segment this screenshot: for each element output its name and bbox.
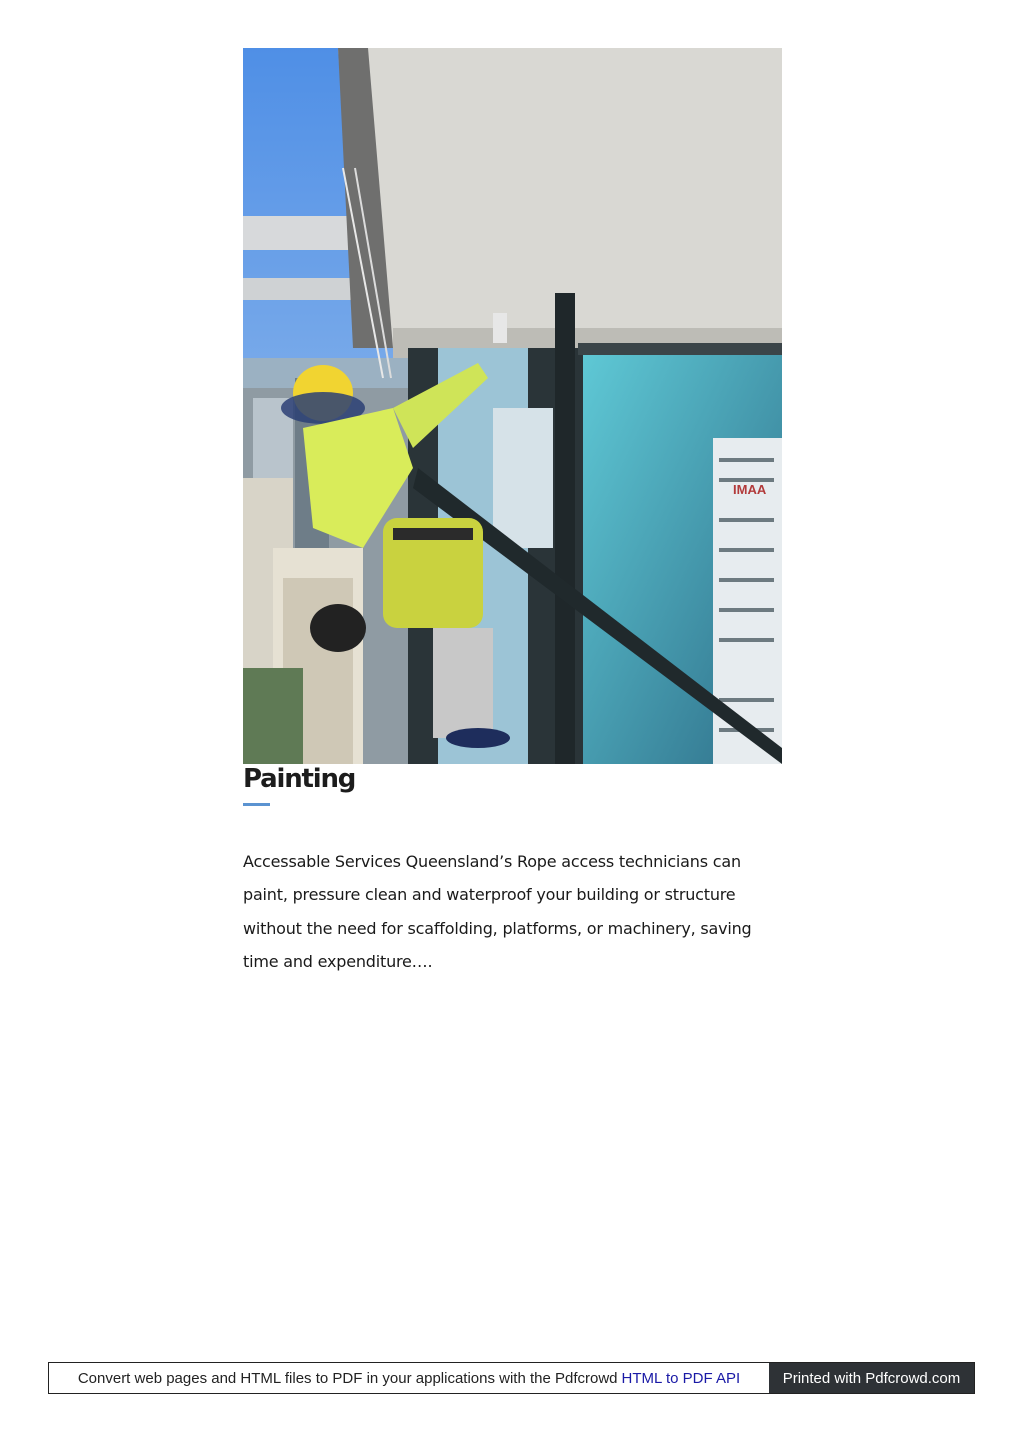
building-sign-text: IMAA	[733, 482, 767, 497]
rope-access-painting-photo	[243, 48, 782, 764]
section-title: Painting	[243, 764, 356, 794]
printed-with-badge[interactable]	[769, 1363, 974, 1393]
title-accent-line	[243, 803, 270, 806]
footer-message-area	[49, 1363, 769, 1393]
printed-with-label: Printed with Pdfcrowd.com	[782, 1369, 961, 1387]
html-to-pdf-api-link[interactable]: HTML to PDF API	[621, 1369, 741, 1387]
pdfcrowd-footer	[48, 1362, 975, 1394]
section-description: Accessable Services Queensland’s Rope access technicians can paint, pressure clean and waterproof your building or structure without the need for scaffolding, platforms, or machinery, saving time and expenditure….	[243, 852, 752, 971]
footer-message: Convert web pages and HTML files to PDF in your applications with the Pdfcrowd	[77, 1369, 618, 1387]
